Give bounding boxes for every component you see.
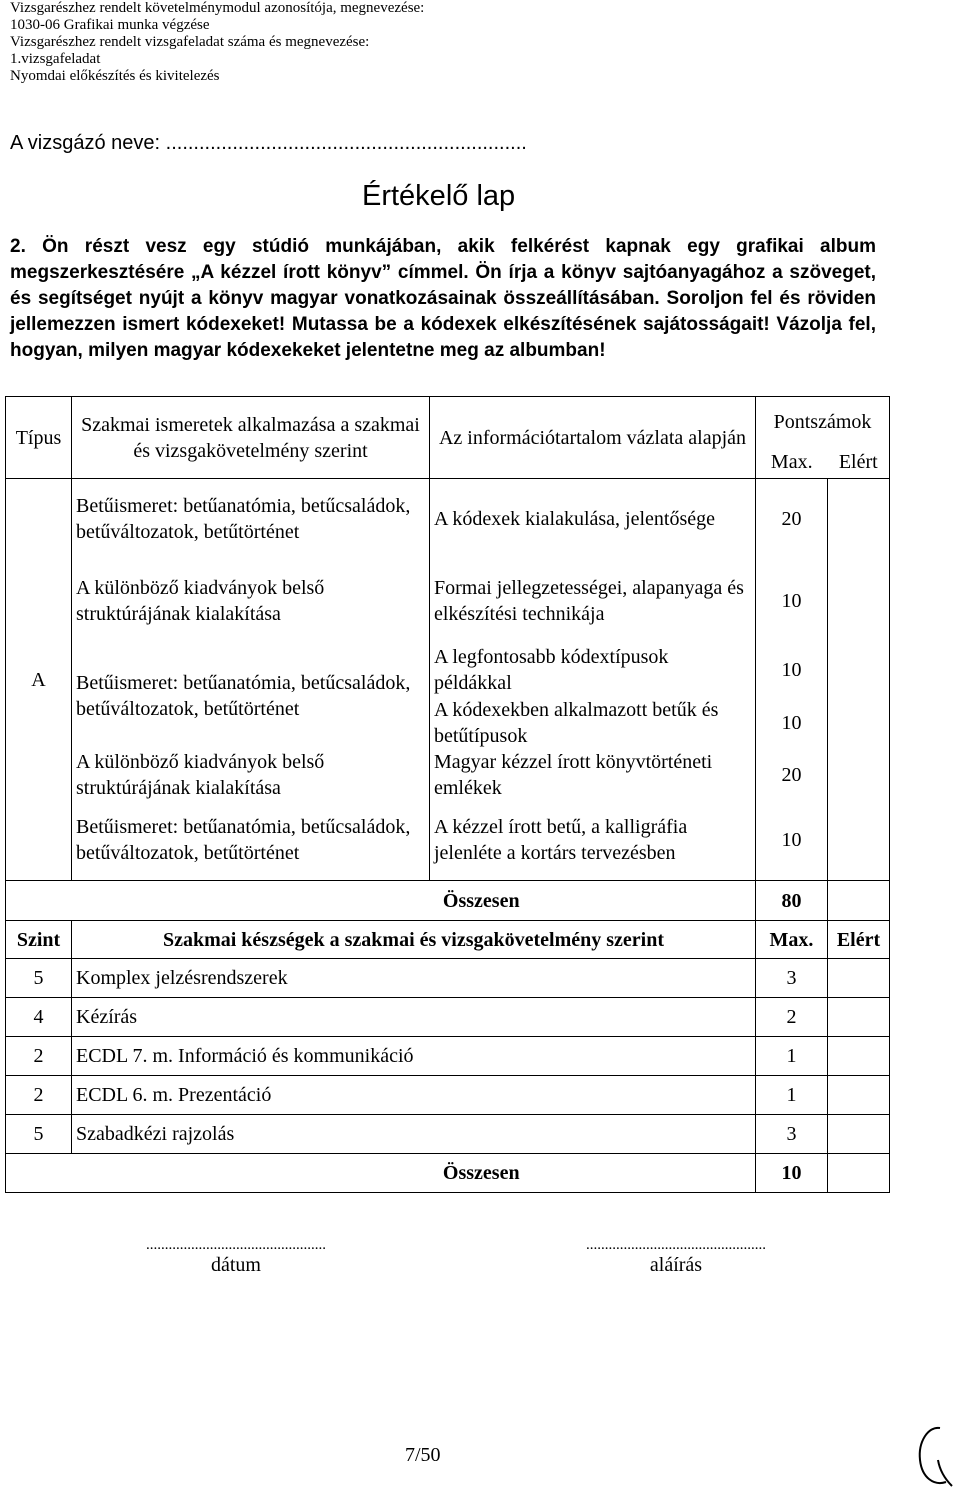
total-label: Összesen — [72, 881, 756, 921]
evaluation-table — [5, 396, 890, 1193]
knowledge-item: Betűismeret: betűanatómia, betűcsaládok, betűváltozatok, betűtörténet — [72, 643, 430, 749]
max-value: 10 — [756, 697, 828, 749]
page-title: Értékelő lap — [362, 180, 516, 212]
achieved-value[interactable] — [828, 643, 890, 697]
skill-max: 2 — [756, 998, 828, 1037]
knowledge-item: A különböző kiadványok belső struktúrájának kialakítása — [72, 749, 430, 801]
skill-max: 3 — [756, 959, 828, 998]
info-item: A kódexek kialakulása, jelentősége — [430, 479, 756, 559]
total-value: 80 — [756, 881, 828, 921]
date-dots: ................................................ — [146, 1237, 326, 1253]
level-value: 5 — [6, 1115, 72, 1154]
header-line: Vizsgarészhez rendelt követelménymodul azonosítója, megnevezése: — [10, 0, 425, 16]
signature-dots: ................................................ — [586, 1237, 766, 1253]
points-header: Pontszámok — [756, 397, 890, 447]
date-label: dátum — [211, 1254, 261, 1276]
skill-item: ECDL 6. m. Prezentáció — [72, 1076, 756, 1115]
skill-item: Szabadkézi rajzolás — [72, 1115, 756, 1154]
skill-item: Komplex jelzésrendszerek — [72, 959, 756, 998]
knowledge-item: Betűismeret: betűanatómia, betűcsaládok, betűváltozatok, betűtörténet — [72, 801, 430, 881]
info-item: Formai jellegzetességei, alapanyaga és elkészítési technikája — [430, 559, 756, 643]
total-achieved[interactable] — [828, 1154, 890, 1193]
handwritten-mark-icon — [910, 1420, 958, 1490]
level-value: 2 — [6, 1037, 72, 1076]
knowledge-item: Betűismeret: betűanatómia, betűcsaládok, betűváltozatok, betűtörténet — [72, 479, 430, 559]
signature-label: aláírás — [649, 1254, 703, 1276]
achieved-value[interactable] — [828, 479, 890, 559]
skill-achieved[interactable] — [828, 1115, 890, 1154]
skill-achieved[interactable] — [828, 959, 890, 998]
signature-block — [540, 1237, 812, 1277]
skill-item: ECDL 7. m. Információ és kommunikáció — [72, 1037, 756, 1076]
type-header: Típus — [6, 397, 72, 479]
achieved-value[interactable] — [828, 559, 890, 643]
achieved-value[interactable] — [828, 697, 890, 749]
level-value: 2 — [6, 1076, 72, 1115]
level-value: 5 — [6, 959, 72, 998]
knowledge-header: Szakmai ismeretek alkalmazása a szakmai és vizsgakövetelmény szerint — [72, 397, 430, 479]
info-item: A kódexekben alkalmazott betűk és betűtípusok — [430, 697, 756, 749]
max-value: 20 — [756, 479, 828, 559]
level-value: 4 — [6, 998, 72, 1037]
info-item: A legfontosabb kódextípusok példákkal — [430, 643, 756, 697]
achieved-value[interactable] — [828, 749, 890, 801]
header-line: Vizsgarészhez rendelt vizsgafeladat száma és megnevezése: — [10, 34, 370, 50]
document-header — [10, 0, 424, 85]
total-value: 10 — [756, 1154, 828, 1193]
achieved-header: Elért — [828, 447, 890, 479]
max-value: 10 — [756, 643, 828, 697]
total-label: Összesen — [72, 1154, 756, 1193]
level-header: Szint — [6, 921, 72, 959]
skills-header: Szakmai készségek a szakmai és vizsgakövetelmény szerint — [72, 921, 756, 959]
total-achieved[interactable] — [828, 881, 890, 921]
info-item: Magyar kézzel írott könyvtörténeti emlékek — [430, 749, 756, 801]
max-value: 10 — [756, 559, 828, 643]
skill-achieved[interactable] — [828, 998, 890, 1037]
info-item: A kézzel írott betű, a kalligráfia jelenléte a kortárs tervezésben — [430, 801, 756, 881]
max-header: Max. — [756, 921, 828, 959]
header-line: 1.vizsgafeladat — [10, 51, 101, 67]
page-number: 7/50 — [405, 1444, 441, 1466]
skill-achieved[interactable] — [828, 1076, 890, 1115]
max-header: Max. — [756, 447, 828, 479]
max-value: 20 — [756, 749, 828, 801]
info-header: Az információtartalom vázlata alapján — [430, 397, 756, 479]
task-description: 2. Ön részt vesz egy stúdió munkájában, akik felkérést kapnak egy grafikai album megszerkesztésére „A kézzel írott könyv” címmel. Ön írja a könyv sajtóanyagához a szöveget, és segítséget nyújt a könyv magyar vonatkozásainak összeállításában. Soroljon fel és röviden jellemezzen ismert kódexeket! Mutassa be a kódexek elkészítésének sajátosságait! Vázolja fel, hogyan, milyen magyar kódexekeket jelentetne meg az albumban! — [10, 236, 876, 361]
header-line: Nyomdai előkészítés és kivitelezés — [10, 68, 220, 84]
skill-max: 1 — [756, 1037, 828, 1076]
type-value: A — [6, 479, 72, 881]
skill-max: 1 — [756, 1076, 828, 1115]
skill-item: Kézírás — [72, 998, 756, 1037]
skill-max: 3 — [756, 1115, 828, 1154]
knowledge-item: A különböző kiadványok belső struktúrájának kialakítása — [72, 559, 430, 643]
skill-achieved[interactable] — [828, 1037, 890, 1076]
date-signature-block — [100, 1237, 372, 1277]
achieved-value[interactable] — [828, 801, 890, 881]
max-value: 10 — [756, 801, 828, 881]
achieved-header: Elért — [828, 921, 890, 959]
header-line: 1030-06 Grafikai munka végzése — [10, 17, 210, 33]
candidate-name-field: A vizsgázó neve: ................................................................. — [10, 132, 527, 154]
